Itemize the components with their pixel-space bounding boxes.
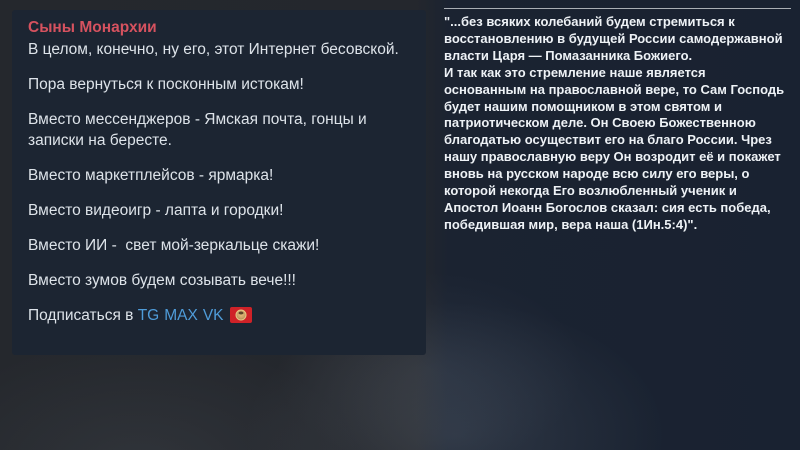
link-tg[interactable]: TG — [137, 307, 160, 324]
message-bubble — [12, 10, 426, 355]
tsar-portrait-emoji-icon — [230, 307, 252, 323]
link-vk[interactable]: VK — [202, 307, 224, 324]
message-paragraph: Вместо мессенджеров - Ямская почта, гонцы и записки на бересте. — [28, 111, 372, 149]
subscribe-line — [28, 305, 412, 326]
channel-name-link[interactable]: Сыны Монархии — [28, 19, 157, 36]
message-paragraph: Вместо видеоигр - лапта и городки! — [28, 202, 284, 219]
message-paragraph: Вместо ИИ - свет мой-зеркальце скажи! — [28, 237, 320, 254]
link-max[interactable]: MAX — [164, 307, 198, 324]
message-paragraph: Пора вернуться к посконным истокам! — [28, 76, 304, 93]
message-paragraph: Вместо зумов будем созывать вече!!! — [28, 272, 296, 289]
message-paragraph: В целом, конечно, ну его, этот Интернет бесовской. — [28, 41, 399, 58]
message-paragraph: Вместо маркетплейсов - ярмарка! — [28, 167, 274, 184]
quote-paragraph: "...без всяких колебаний будем стремиться к восстановлению в будущей России самодержавной власти Царя — Помазанника Божиего. — [444, 14, 787, 63]
quote-paragraph: И так как это стремление наше является основанным на православной вере, то Сам Господь будет нашим помощником в этом святом и патриотическом деле. Он Своею Божественною благодатью осуществит его на благо России. Чрез нашу православную веру Он возродит её и покажет вновь на русском народе всю силу его веры, о которой некогда Его возлюбленный ученик и Апостол Иоанн Богослов сказал: сия есть победа, победившая мир, вера наша (1Ин.5:4)". — [444, 64, 788, 232]
subscribe-prefix: Подписаться в — [28, 307, 138, 324]
quote-panel — [444, 8, 791, 234]
